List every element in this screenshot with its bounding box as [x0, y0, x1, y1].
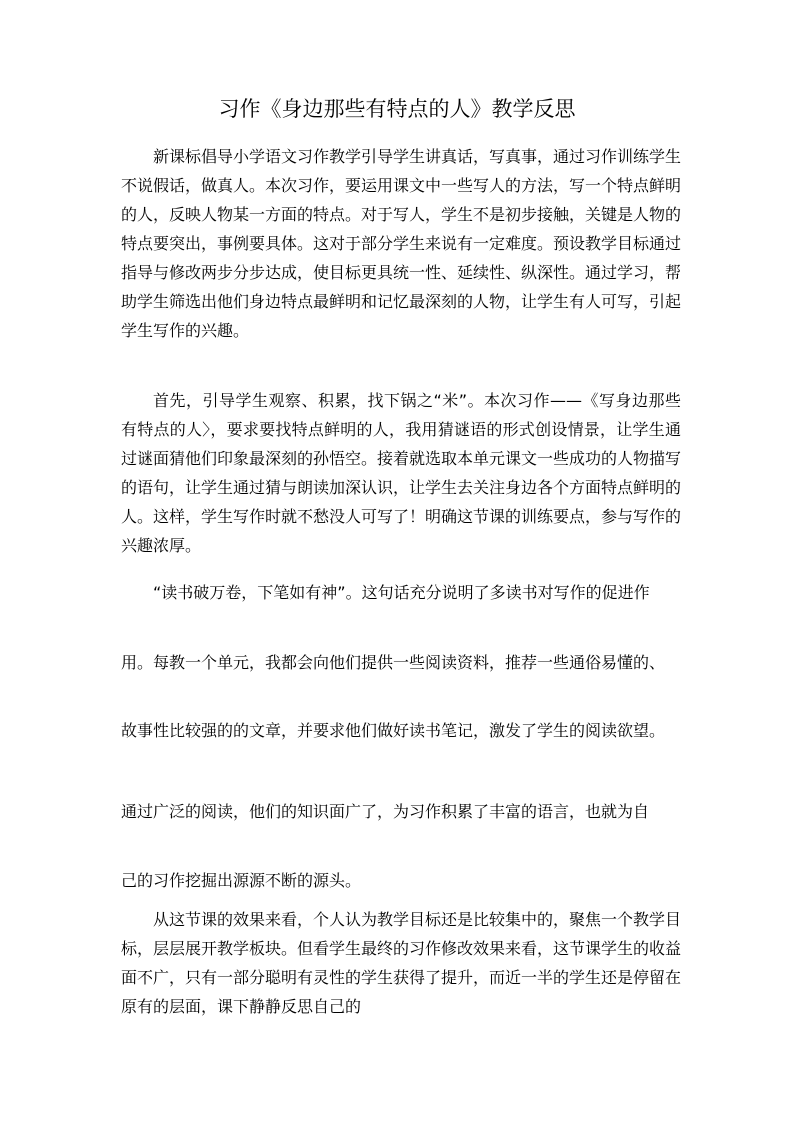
paragraph-2: 首先，引导学生观察、积累，找下锅之“米”。本次习作——《写身边那些有特点的人〉，要求要找特点鲜明的人，我用猜谜语的形式创设情景，让学生通过谜面猜他们印象最深刻的孙悟空。接着就选取本单元课文一些成功的人物描写的语句，让学生通过猜与朗读加深认识，让学生去关注身边各个方面特点鲜明的人。这样，学生写作时就不愁没人可写了！明确这节课的训练要点，参与写作的兴趣浓厚。 — [121, 391, 682, 555]
paragraph-7: 己的习作挖掘出源源不断的源头。 — [121, 871, 362, 890]
paragraph-6: 通过广泛的阅读，他们的知识面广了，为习作积累了丰富的语言，也就为自 — [121, 802, 650, 821]
paragraph-3: “读书破万卷，下笔如有神”。这句话充分说明了多读书对写作的促进作 — [153, 583, 650, 602]
paragraph-8: 从这节课的效果来看，个人认为教学目标还是比较集中的，聚焦一个教学目标，层层展开教学板块。但看学生最终的习作修改效果来看，这节课学生的收益面不广，只有一部分聪明有灵性的学生获得了提升，而近一半的学生还是停留在原有的层面，课下静静反思自己的 — [121, 910, 682, 1016]
paragraph-1: 新课标倡导小学语文习作教学引导学生讲真话，写真事，通过习作训练学生不说假话，做真人。本次习作，要运用课文中一些写人的方法，写一个特点鲜明的人，反映人物某一方面的特点。对于写人，学生不是初步接触，关键是人物的特点要突出，事例要具体。这对于部分学生来说有一定难度。预设教学目标通过指导与修改两步分步达成，使目标更具统一性、延续性、纵深性。通过学习，帮助学生筛选出他们身边特点最鲜明和记忆最深刻的人物，让学生有人可写，引起学生写作的兴趣。 — [121, 147, 682, 340]
paragraph-5: 故事性比较强的的文章，并要求他们做好读书笔记，激发了学生的阅读欲望。 — [121, 721, 666, 740]
document-title: 习作《身边那些有特点的人》教学反思 — [218, 97, 576, 121]
paragraph-4: 用。每教一个单元，我都会向他们提供一些阅读资料，推荐一些通俗易懂的、 — [121, 653, 666, 672]
